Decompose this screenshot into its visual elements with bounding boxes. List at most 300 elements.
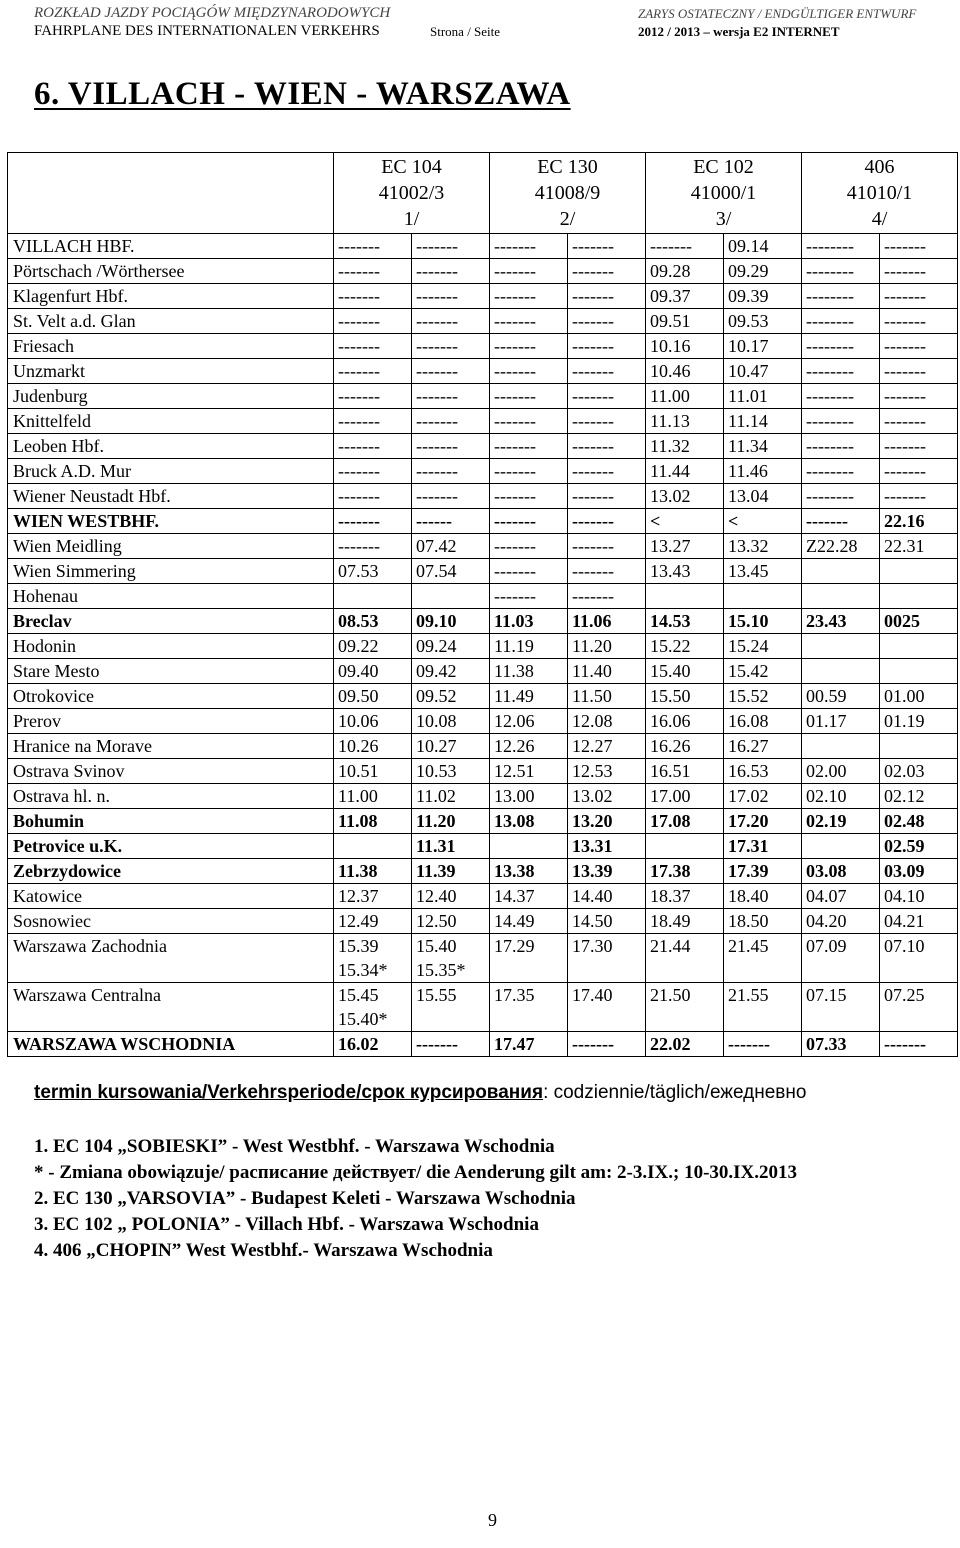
time-cell [646, 309, 724, 334]
time-value: 04.10 [884, 886, 925, 906]
time-value: 09.52 [416, 686, 457, 706]
time-value: 21.45 [728, 936, 769, 956]
time-cell [412, 409, 490, 434]
time-cell [880, 734, 958, 759]
time-cell [412, 334, 490, 359]
time-cell [490, 834, 568, 859]
time-value: < [650, 511, 661, 531]
time-cell [802, 759, 880, 784]
train-note: 2/ [559, 208, 576, 230]
time-value: -------- [806, 361, 854, 381]
time-value: ------- [416, 236, 458, 256]
time-value: ------- [884, 386, 926, 406]
time-value: ------- [338, 386, 380, 406]
time-value: 13.02 [650, 486, 691, 506]
time-cell [412, 809, 490, 834]
footnotes [34, 1134, 797, 1264]
time-value: ------- [494, 236, 536, 256]
time-cell [568, 384, 646, 409]
time-value: 21.44 [650, 936, 691, 956]
time-cell [334, 859, 412, 884]
train-header [802, 153, 958, 234]
time-value: ------- [806, 511, 848, 531]
time-value: 17.00 [650, 786, 691, 806]
table-row [8, 484, 958, 509]
time-cell [490, 859, 568, 884]
time-cell [646, 759, 724, 784]
time-value: 13.08 [494, 811, 535, 831]
time-cell [802, 334, 880, 359]
time-cell [568, 559, 646, 584]
time-value: 11.34 [728, 436, 768, 456]
table-row [8, 409, 958, 434]
time-value: 10.06 [338, 711, 379, 731]
time-cell [334, 509, 412, 534]
time-value: 02.48 [884, 811, 925, 831]
time-value: 16.06 [650, 711, 691, 731]
time-value: -------- [806, 461, 854, 481]
time-value: < [728, 511, 739, 531]
time-value: ------- [338, 486, 380, 506]
time-value: 11.20 [572, 636, 612, 656]
time-value: 09.14 [728, 236, 769, 256]
time-value: 13.27 [650, 536, 691, 556]
time-cell [802, 284, 880, 309]
station-name: Ostrava hl. n. [8, 784, 334, 809]
time-cell [646, 1032, 724, 1057]
time-value: ------- [572, 511, 614, 531]
time-value: ------- [572, 261, 614, 281]
station-name: Leoben Hbf. [8, 434, 334, 459]
time-cell [724, 983, 802, 1032]
time-value: 02.03 [884, 761, 925, 781]
station-name: Sosnowiec [8, 909, 334, 934]
time-cell [724, 534, 802, 559]
time-cell [412, 359, 490, 384]
time-cell [880, 459, 958, 484]
time-cell [646, 884, 724, 909]
time-cell [880, 834, 958, 859]
time-value: ------- [338, 536, 380, 556]
time-cell [724, 809, 802, 834]
time-cell [568, 784, 646, 809]
time-cell [490, 284, 568, 309]
station-name: Wien Simmering [8, 559, 334, 584]
time-cell [646, 234, 724, 259]
time-cell [802, 784, 880, 809]
time-cell [802, 359, 880, 384]
time-cell [724, 559, 802, 584]
period-value: : codziennie/täglich/ежедневно [543, 1082, 807, 1103]
station-name: Warszawa Centralna [8, 983, 334, 1032]
time-cell [724, 409, 802, 434]
time-cell [724, 284, 802, 309]
table-row [8, 534, 958, 559]
time-cell [568, 509, 646, 534]
time-cell [412, 983, 490, 1032]
time-cell [412, 384, 490, 409]
time-value: ------- [884, 461, 926, 481]
time-value: 14.50 [572, 911, 613, 931]
time-value: 15.40 [650, 661, 691, 681]
time-value: 15.45 [338, 985, 379, 1005]
time-value: 11.03 [494, 611, 534, 631]
time-cell [568, 534, 646, 559]
page-number: 9 [488, 1510, 497, 1530]
time-cell [412, 884, 490, 909]
station-name: Prerov [8, 709, 334, 734]
time-value: ------- [416, 336, 458, 356]
footnote: 4. 406 „CHOPIN” West Westbhf.- Warszawa Wschodnia [34, 1240, 493, 1261]
time-value: ------- [416, 386, 458, 406]
time-value: 23.43 [806, 611, 847, 631]
time-value: 04.20 [806, 911, 847, 931]
time-value: ------- [650, 236, 692, 256]
time-cell [646, 934, 724, 983]
time-value: 13.20 [572, 811, 613, 831]
time-cell [490, 234, 568, 259]
time-cell [334, 834, 412, 859]
time-value: ------- [416, 436, 458, 456]
time-cell [568, 259, 646, 284]
station-name: Katowice [8, 884, 334, 909]
time-value: 11.02 [416, 786, 456, 806]
time-value: 01.00 [884, 686, 925, 706]
time-cell [724, 909, 802, 934]
time-value: -------- [806, 286, 854, 306]
time-cell [802, 983, 880, 1032]
station-name: Stare Mesto [8, 659, 334, 684]
time-cell [880, 1032, 958, 1057]
time-cell [802, 384, 880, 409]
time-cell [568, 309, 646, 334]
station-name: Petrovice u.K. [8, 834, 334, 859]
time-cell [334, 734, 412, 759]
time-value: 14.40 [572, 886, 613, 906]
time-value: 22.16 [884, 511, 925, 531]
time-cell [334, 559, 412, 584]
table-row [8, 784, 958, 809]
time-value: 07.42 [416, 536, 457, 556]
time-cell [724, 459, 802, 484]
time-cell [646, 584, 724, 609]
time-value: 09.51 [650, 311, 691, 331]
table-row [8, 459, 958, 484]
time-value: 21.50 [650, 985, 691, 1005]
station-name: Bruck A.D. Mur [8, 459, 334, 484]
time-value: ------- [884, 486, 926, 506]
time-cell [334, 684, 412, 709]
time-cell [568, 734, 646, 759]
time-cell [646, 609, 724, 634]
time-cell [802, 659, 880, 684]
time-cell [334, 234, 412, 259]
time-value: 10.16 [650, 336, 691, 356]
time-cell [724, 684, 802, 709]
time-cell [490, 684, 568, 709]
time-value: 09.29 [728, 261, 769, 281]
table-row [8, 684, 958, 709]
footnote: 1. EC 104 „SOBIESKI” - West Westbhf. - Warszawa Wschodnia [34, 1136, 555, 1157]
time-value: 11.50 [572, 686, 612, 706]
time-value: 18.49 [650, 911, 691, 931]
table-row [8, 734, 958, 759]
time-cell [490, 359, 568, 384]
time-cell [568, 359, 646, 384]
time-cell [646, 459, 724, 484]
time-value: ------- [338, 261, 380, 281]
time-value: 09.37 [650, 286, 691, 306]
time-cell [802, 809, 880, 834]
station-name: Friesach [8, 334, 334, 359]
time-value: -------- [806, 311, 854, 331]
time-cell [490, 384, 568, 409]
train-name: EC 104 [381, 156, 442, 178]
time-cell [802, 1032, 880, 1057]
time-cell [802, 709, 880, 734]
time-cell [802, 459, 880, 484]
table-row [8, 559, 958, 584]
time-cell [724, 1032, 802, 1057]
time-value: 16.08 [728, 711, 769, 731]
station-name: Knittelfeld [8, 409, 334, 434]
table-row [8, 709, 958, 734]
time-value: ------- [884, 1034, 926, 1054]
time-cell [802, 534, 880, 559]
time-cell [412, 634, 490, 659]
time-cell [802, 884, 880, 909]
time-cell [490, 934, 568, 983]
time-cell [568, 709, 646, 734]
time-cell [490, 334, 568, 359]
time-cell [412, 284, 490, 309]
time-cell [802, 509, 880, 534]
table-row [8, 284, 958, 309]
time-value: 17.38 [650, 861, 691, 881]
time-cell [880, 284, 958, 309]
time-cell [802, 584, 880, 609]
time-value: 10.47 [728, 361, 769, 381]
time-cell [568, 909, 646, 934]
time-value: ------- [416, 486, 458, 506]
time-value: ------- [572, 311, 614, 331]
train-number: 41010/1 [846, 182, 913, 204]
train-note: 1/ [403, 208, 420, 230]
header-version: 2012 / 2013 – wersja E2 INTERNET [638, 24, 840, 39]
time-cell [490, 634, 568, 659]
time-value: ------- [884, 286, 926, 306]
time-cell [646, 509, 724, 534]
header-draft-label: ZARYS OSTATECZNY / ENDGÜLTIGER ENTWURF [638, 6, 917, 21]
station-name: Klagenfurt Hbf. [8, 284, 334, 309]
time-value: 10.27 [416, 736, 457, 756]
time-value: ------- [572, 536, 614, 556]
time-value: 09.40 [338, 661, 379, 681]
time-cell [802, 309, 880, 334]
station-name: VILLACH HBF. [8, 234, 334, 259]
station-name: Wien Meidling [8, 534, 334, 559]
time-cell [724, 584, 802, 609]
station-name: Zebrzydowice [8, 859, 334, 884]
time-cell [334, 334, 412, 359]
time-cell [724, 384, 802, 409]
time-value: 11.20 [416, 811, 456, 831]
time-value: 0025 [884, 611, 920, 631]
time-cell [724, 609, 802, 634]
time-cell [568, 634, 646, 659]
time-value: ------- [884, 361, 926, 381]
time-cell [646, 409, 724, 434]
time-value: 15.55 [416, 985, 457, 1005]
time-value: 10.17 [728, 336, 769, 356]
time-value: ------- [572, 411, 614, 431]
time-cell [334, 259, 412, 284]
time-value: 18.37 [650, 886, 691, 906]
time-cell [412, 534, 490, 559]
time-cell [334, 934, 412, 983]
time-cell [802, 434, 880, 459]
time-value: ------- [572, 436, 614, 456]
time-cell [646, 384, 724, 409]
time-value: ------- [338, 336, 380, 356]
train-name: EC 130 [537, 156, 598, 178]
time-cell [646, 284, 724, 309]
time-value: -------- [806, 261, 854, 281]
time-cell [724, 359, 802, 384]
train-name: 406 [864, 156, 895, 178]
time-cell [802, 834, 880, 859]
time-value: 11.46 [728, 461, 768, 481]
time-value: 02.00 [806, 761, 847, 781]
time-value: 11.00 [650, 386, 690, 406]
time-cell [334, 634, 412, 659]
time-value: ------- [416, 1034, 458, 1054]
time-value: ------- [494, 286, 536, 306]
time-value: 09.42 [416, 661, 457, 681]
time-value: 15.50 [650, 686, 691, 706]
time-value: 11.32 [650, 436, 690, 456]
page-title: 6. VILLACH - WIEN - WARSZAWA [34, 76, 571, 112]
time-cell [568, 484, 646, 509]
table-row [8, 259, 958, 284]
time-value: 11.06 [572, 611, 612, 631]
time-value: 11.38 [494, 661, 534, 681]
time-cell [334, 584, 412, 609]
table-row [8, 909, 958, 934]
station-name: Pörtschach /Wörthersee [8, 259, 334, 284]
time-value: ------- [494, 411, 536, 431]
time-value: 11.01 [728, 386, 768, 406]
time-value: 15.42 [728, 661, 769, 681]
time-value: ------- [572, 336, 614, 356]
time-cell [880, 309, 958, 334]
time-value: 09.39 [728, 286, 769, 306]
time-cell [412, 1032, 490, 1057]
time-value: 02.59 [884, 836, 925, 856]
time-value: 13.02 [572, 786, 613, 806]
station-name: Wiener Neustadt Hbf. [8, 484, 334, 509]
time-value: ------- [338, 236, 380, 256]
time-cell [568, 859, 646, 884]
time-cell [880, 559, 958, 584]
time-value: ------- [572, 361, 614, 381]
time-cell [568, 334, 646, 359]
time-cell [568, 609, 646, 634]
time-value: -------- [806, 236, 854, 256]
time-cell [412, 934, 490, 983]
time-value: 10.53 [416, 761, 457, 781]
time-value: 02.19 [806, 811, 847, 831]
time-cell [724, 884, 802, 909]
table-row [8, 659, 958, 684]
time-value: ------- [572, 486, 614, 506]
time-cell [880, 884, 958, 909]
time-value: 17.02 [728, 786, 769, 806]
time-cell [646, 534, 724, 559]
time-cell [490, 309, 568, 334]
time-value: ------- [338, 361, 380, 381]
time-cell [568, 284, 646, 309]
time-value: 07.53 [338, 561, 379, 581]
time-value: 13.32 [728, 536, 769, 556]
time-value: ------- [572, 286, 614, 306]
time-cell [334, 359, 412, 384]
time-cell [724, 434, 802, 459]
time-value: ------- [884, 261, 926, 281]
time-value: 10.08 [416, 711, 457, 731]
table-row [8, 234, 958, 259]
time-value: -------- [806, 336, 854, 356]
station-name: Hohenau [8, 584, 334, 609]
time-cell [802, 634, 880, 659]
time-value: 10.46 [650, 361, 691, 381]
time-value: 12.26 [494, 736, 535, 756]
time-value: 12.40 [416, 886, 457, 906]
time-value: 11.13 [650, 411, 690, 431]
time-value: 09.50 [338, 686, 379, 706]
time-value: 21.55 [728, 985, 769, 1005]
time-value: ------- [494, 386, 536, 406]
time-value: -------- [806, 436, 854, 456]
time-value: 11.44 [650, 461, 690, 481]
station-name: WIEN WESTBHF. [8, 509, 334, 534]
time-value: 17.20 [728, 811, 769, 831]
time-value: ------- [494, 511, 536, 531]
time-cell [802, 934, 880, 983]
time-cell [646, 634, 724, 659]
station-name: Bohumin [8, 809, 334, 834]
time-cell [490, 259, 568, 284]
table-row [8, 884, 958, 909]
time-value: ------- [338, 286, 380, 306]
time-value: 11.38 [338, 861, 378, 881]
time-value: 09.53 [728, 311, 769, 331]
station-name: Unzmarkt [8, 359, 334, 384]
time-cell [412, 234, 490, 259]
station-name: Hranice na Morave [8, 734, 334, 759]
time-value: 17.30 [572, 936, 613, 956]
time-value: 17.47 [494, 1034, 535, 1054]
time-value: 09.28 [650, 261, 691, 281]
table-row [8, 983, 958, 1032]
time-cell [646, 259, 724, 284]
time-value: 09.22 [338, 636, 379, 656]
time-cell [412, 509, 490, 534]
time-cell [646, 434, 724, 459]
time-cell [724, 234, 802, 259]
time-cell [802, 409, 880, 434]
time-cell [646, 859, 724, 884]
